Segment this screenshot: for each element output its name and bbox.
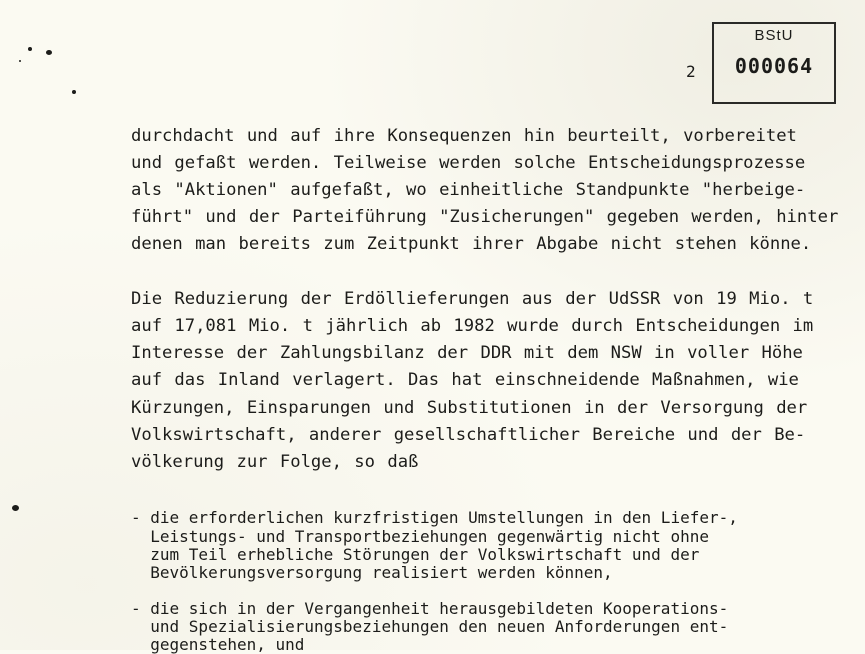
stamp-document-number: 000064: [734, 54, 814, 78]
paragraph-line: denen man bereits zum Zeitpunkt ihrer Abgabe nicht stehen könne.: [131, 234, 812, 254]
bullet-line: zum Teil erhebliche Störungen der Volkswirtschaft und der: [131, 545, 700, 564]
paragraph-line: Die Reduzierung der Erdöllieferungen aus der UdSSR von 19 Mio. t: [131, 289, 814, 309]
paragraph-line: Volkswirtschaft, anderer gesellschaftlicher Bereiche und der Be-: [131, 425, 806, 445]
bullet-line: - die sich in der Vergangenheit herausgebildeten Kooperations-: [131, 599, 729, 618]
scan-speck: [12, 505, 19, 511]
paragraph-line: völkerung zur Folge, so daß: [131, 452, 419, 472]
scan-speck: [28, 47, 32, 51]
bullet-line: Leistungs- und Transportbeziehungen gegenwärtig nicht ohne: [131, 527, 709, 546]
archive-stamp: [712, 22, 836, 104]
paragraph-line: Interesse der Zahlungsbilanz der DDR mit dem NSW in voller Höhe: [131, 343, 803, 363]
bullet-line: - die erforderlichen kurzfristigen Umstellungen in den Liefer-,: [131, 508, 738, 527]
paragraph-line: auf 17,081 Mio. t jährlich ab 1982 wurde durch Entscheidungen im: [131, 316, 814, 336]
scan-speck: [46, 50, 52, 55]
paragraph-line: als "Aktionen" aufgefaßt, wo einheitliche Standpunkte "herbeige-: [131, 180, 806, 200]
paragraph-line: Kürzungen, Einsparungen und Substitutionen in der Versorgung der: [131, 398, 808, 418]
bullet-line: und Spezialisierungsbeziehungen den neuen Anforderungen ent-: [131, 617, 729, 636]
bullet-line: Bevölkerungsversorgung realisiert werden können,: [131, 563, 613, 582]
scan-speck: [72, 90, 76, 94]
paragraph-line: durchdacht und auf ihre Konsequenzen hin beurteilt, vorbereitet: [131, 126, 797, 146]
bullet-line: gegenstehen, und: [131, 635, 305, 654]
stamp-agency: BStU: [754, 27, 794, 44]
paragraph-line: und gefaßt werden. Teilweise werden solche Entscheidungsprozesse: [131, 153, 806, 173]
paragraph-line: auf das Inland verlagert. Das hat einschneidende Maßnahmen, wie: [131, 370, 799, 390]
page-number: 2: [686, 62, 696, 81]
paragraph-line: führt" und der Parteiführung "Zusicherungen" gegeben werden, hinter: [131, 207, 839, 227]
scan-speck: [19, 60, 21, 62]
